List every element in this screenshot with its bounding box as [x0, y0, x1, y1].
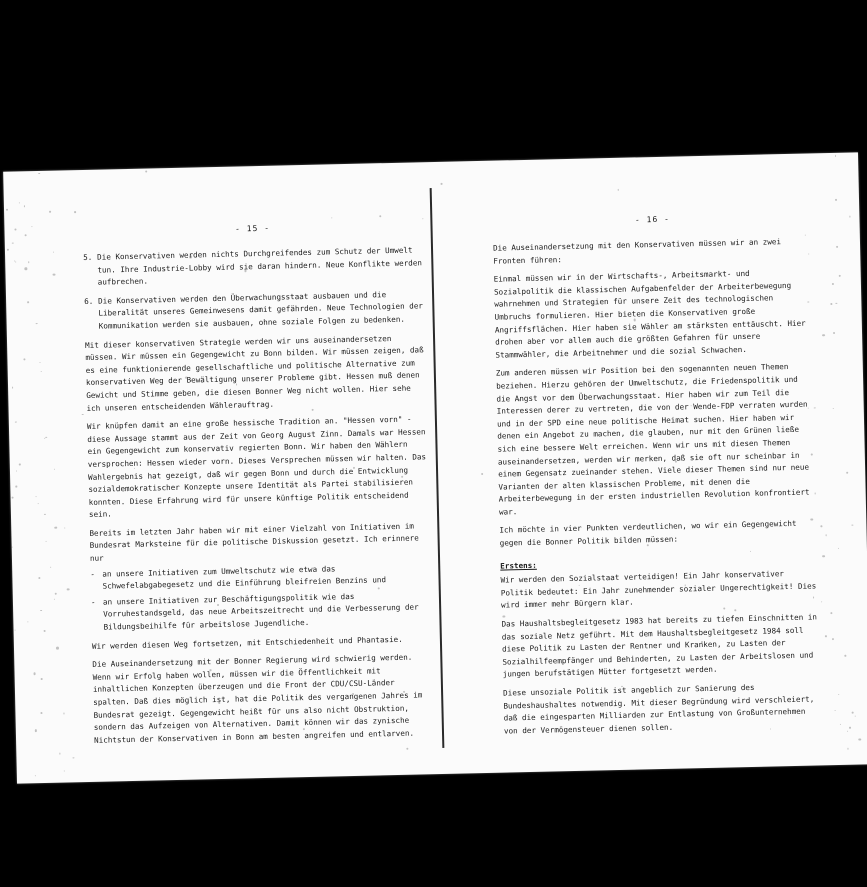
scan-speck — [14, 629, 16, 631]
scan-speck — [134, 468, 135, 469]
scan-speck — [303, 728, 305, 730]
scan-speck — [14, 229, 16, 231]
scan-speck — [633, 319, 635, 321]
scan-speck — [832, 283, 834, 285]
scan-speck — [44, 514, 45, 515]
scan-speck — [833, 332, 835, 334]
scan-speck — [38, 577, 40, 579]
page-body — [83, 244, 434, 753]
scan-speck — [826, 535, 827, 536]
paragraph: Das Haushaltsbegleitgesetz 1983 hat bereits zu tiefen Einschnitten in das soziale Netz geführt. Mit dem Haushaltsbegleitgesetz 1984 soll diese Politik zu Lasten der Rentner und Kranken, zu Lasten der Sozialhilfeempfänger und Behinderten, zu Lasten der Arbeitslosen und jungen berufstätigen Mütter fortgesetzt werden. — [501, 612, 818, 679]
scan-speck — [441, 183, 443, 185]
scan-speck — [18, 202, 20, 204]
scan-speck — [403, 691, 405, 693]
scan-speck — [23, 206, 24, 207]
scan-speck — [63, 713, 64, 714]
scan-speck — [846, 472, 848, 474]
scan-speck — [25, 235, 27, 237]
scan-speck — [811, 518, 813, 520]
page-number: - 16 - — [634, 214, 670, 225]
scan-speck — [621, 685, 623, 687]
scan-speck — [839, 275, 841, 277]
scan-speck — [836, 303, 837, 304]
scan-speck — [830, 612, 832, 614]
scan-speck — [185, 377, 187, 379]
scan-speck — [19, 464, 20, 465]
scan-speck — [858, 738, 860, 740]
scan-speck — [847, 731, 849, 733]
scanned-document-spread — [3, 152, 867, 783]
scan-speck — [822, 555, 824, 557]
scan-speck — [75, 211, 76, 212]
scan-speck — [189, 256, 192, 259]
scan-speck — [55, 593, 57, 595]
scan-speck — [244, 269, 247, 272]
scan-speck — [49, 211, 51, 213]
scan-speck — [617, 189, 619, 191]
scan-speck — [808, 253, 809, 254]
item-marker: 5. — [83, 252, 93, 262]
scan-speck — [54, 468, 55, 469]
scan-speck — [41, 678, 43, 680]
scan-speck — [55, 527, 57, 529]
scan-speck — [28, 621, 29, 622]
scan-speck — [44, 630, 46, 632]
scan-speck — [849, 216, 851, 218]
scan-speck — [675, 460, 677, 462]
scan-speck — [820, 525, 822, 527]
scan-speck — [210, 670, 211, 671]
scan-speck — [837, 548, 839, 550]
scan-speck — [35, 496, 36, 497]
scan-speck — [723, 608, 725, 610]
scan-speck — [701, 641, 703, 643]
scan-speck — [217, 604, 219, 606]
scan-speck — [855, 716, 856, 717]
scan-speck — [64, 527, 66, 529]
dash-marker: - — [90, 569, 95, 579]
scan-speck — [835, 199, 837, 201]
scan-speck — [12, 546, 13, 547]
scan-speck — [832, 638, 834, 640]
scan-speck — [481, 473, 483, 475]
scan-speck — [6, 208, 8, 210]
scan-speck — [67, 588, 69, 590]
paragraph: Die Auseinandersetzung mit der Bonner Regierung wird schwierig werden. Wenn wir Erfolg haben wollen, müssen wir die Öffentlichkeit mit inhaltlichen Konzepten überzeugen und die Front der CDU/CSU-Länder spalten. Daß dies möglich ist, hat die Politik des vergangenen Jahres im Bundesrat gezeigt. Gegengewicht heißt für uns also nicht Obstruktion, sondern das Aufzeigen von Alternativen. Damit können wir das zynische Nichtstun der Konservativen in Bonn am besten angreifen und entlarven. — [92, 652, 423, 745]
scan-speck — [844, 655, 846, 657]
scan-speck — [37, 504, 38, 505]
scan-speck — [831, 303, 833, 305]
scan-speck — [24, 359, 26, 361]
paragraph: Wir werden diesen Weg fortsetzen, mit Entschiedenheit und Phantasie. — [91, 634, 403, 651]
scan-speck — [64, 770, 65, 771]
scan-speck — [16, 471, 17, 472]
paragraph: Wir werden den Sozialstaat verteidigen! Ein Jahr konservativer Politik bedeutet: Ein Jahr zunehmender sozialer Ungerechtigkeit! Dies wird immer mehr Bürgern klar. — [500, 569, 817, 611]
scan-speck — [825, 635, 827, 637]
scan-speck — [12, 387, 13, 388]
scan-speck — [50, 567, 51, 568]
scan-speck — [833, 408, 834, 409]
paragraph: Diese unsoziale Politik ist angeblich zur Sanierung des Bundeshaushaltes notwendig. Mit dieser Begründung wird verschleiert, daß die eingesparten Milliarden zur Entlastung von Großunternehmen von der Vermögensteuer dienen sollen. — [503, 682, 815, 736]
scan-speck — [835, 156, 836, 157]
scan-speck — [39, 361, 40, 362]
scan-speck — [836, 246, 838, 248]
scan-speck — [15, 261, 16, 262]
page-16 — [491, 153, 825, 772]
scan-speck — [838, 693, 839, 694]
numbered-item — [83, 244, 424, 289]
paragraph: Einmal müssen wir in der Wirtschafts-, Arbeitsmarkt- und Sozialpolitik die klassischen Aufgabenfelder der Arbeiterbewegung wahrnehmen und Strategien für unsere Zeit des technologischen Umbruchs formulieren. Hier bieten die Konservativen große Angriffsflächen. Hier haben sie Wähler am stärksten enttäuscht. Hier drohen aber vor allem auch die größten Gefahren für unsere Stammwähler, die Arbeitnehmer und die sozial Schwachen. — [493, 269, 806, 360]
paragraph: Ich möchte in vier Punkten verdeutlichen, wo wir ein Gegengewicht gegen die Bonner Politik bilden müssen: — [499, 519, 797, 548]
scan-speck — [40, 712, 42, 714]
scan-speck — [847, 748, 848, 749]
scan-speck — [45, 437, 47, 439]
scan-speck — [73, 757, 74, 758]
scan-speck — [807, 407, 808, 408]
scan-speck — [45, 541, 46, 542]
scan-speck — [684, 585, 685, 586]
scan-speck — [834, 710, 835, 711]
scan-speck — [852, 712, 854, 714]
page-number: - 15 - — [234, 223, 271, 234]
scan-speck — [25, 268, 27, 270]
scan-speck — [503, 615, 505, 617]
dash-marker: - — [90, 597, 96, 607]
page-15 — [81, 162, 435, 782]
scan-speck — [59, 752, 61, 754]
scan-speck — [822, 334, 824, 336]
item-text: Die Konservativen werden nichts Durchgreifendes zum Schutz der Umwelt tun. Ihre Industrie-Lobby wird sie daran hindern. Neue Konflikte werden aufbrechen. — [97, 245, 423, 287]
scan-speck — [12, 243, 13, 244]
scan-speck — [82, 414, 83, 415]
scan-speck — [35, 775, 36, 776]
scan-speck — [33, 673, 36, 676]
scan-speck — [12, 497, 14, 499]
scan-speck — [53, 274, 55, 276]
dash-text: an unsere Initiativen zum Umweltschutz wie etwa das Schwefelabgabegesetz und die Einführung bleifreien Benzins und — [102, 563, 387, 591]
scan-speck — [16, 486, 17, 487]
scan-speck — [331, 217, 332, 218]
scan-speck — [218, 702, 220, 704]
scan-speck — [811, 454, 813, 456]
scan-speck — [28, 301, 30, 303]
paragraph: Bereits im letzten Jahr haben wir mit einer Vielzahl von Initiativen im Bundesrat Marksteine für die politische Diskussion gesetzt. Ich erinnere nur — [89, 521, 419, 563]
scan-speck — [44, 438, 45, 439]
scan-speck — [821, 601, 822, 602]
scan-speck — [236, 384, 237, 385]
dash-item — [90, 561, 430, 594]
paragraph: Wir knüpfen damit an eine große hessische Tradition an. "Hessen vorn" - diese Aussage stammt aus der Zeit von Georg August Zinn. Damals war Hessen ein Gegengewicht zum konservativ regierten Bonn. Wir haben den Wählern versprochen: Hessen wieder vorn. Dieses Versprechen müssen wir halten. Das Wahlergebnis hat gezeigt, daß wir gegen Bonn und durch die Entwicklung sozialdemokratischer Konzepte unsere Identität als Partei stabilisieren konnten. Diese Erfahrung wird für unsere künftige Politik entscheidend sein. — [86, 414, 427, 520]
scan-speck — [377, 587, 379, 589]
dash-item — [91, 589, 432, 634]
dash-text: an unsere Initiativen zur Beschäftigungspolitik wie das Vorruhestandsgeld, das neue Arbeitszeitrecht und die Verbesserung der Bildungsbeihilfe für arbeitslose Jugendliche. — [102, 591, 419, 632]
scan-speck — [7, 249, 9, 251]
scan-speck — [56, 647, 58, 649]
scan-speck — [851, 524, 853, 526]
scan-speck — [39, 173, 40, 174]
scan-speck — [307, 377, 308, 378]
paragraph: Zum anderen müssen wir Position bei den sogenannten neuen Themen beziehen. Hierzu gehören der Umweltschutz, die Friedenspolitik und die Angst vor dem Überwachungsstaat. Hier haben wir zum Teil die Interessen derer zu vertreten, die von der Wende-FDP verraten wurden und in der SPD eine neue politische Heimat suchen. Hier haben wir denen ein Angebot zu machen, die glauben, nur mit den Grünen ließe sich eine bessere Welt erreichen. Wenn wir uns mit diesen Themen auseinandersetzen, werden wir merken, daß sie oft nur scheinbar in einem Gegensatz zueinander stehen. Viele dieser Themen sind nur neue Varianten der alten klassischen Probleme, mit denen die Arbeiterbewegung in der ersten industriellen Revolution konfrontiert war. — [495, 362, 810, 517]
scan-speck — [15, 421, 16, 422]
page-body — [493, 235, 824, 744]
scan-speck — [28, 261, 30, 263]
item-text: Die Konservativen werden den Überwachungsstaat ausbauen und die Liberalität unseres Gemeinwesens damit gefährden. Neue Technologien der Kommunikation werden sie ausbauen, ohne soziale Folgen zu bedenken. — [98, 289, 424, 331]
scan-speck — [54, 599, 55, 600]
scan-speck — [840, 723, 841, 724]
section-heading: Erstens: — [500, 560, 537, 571]
scan-speck — [35, 729, 37, 731]
scan-speck — [53, 252, 54, 253]
scan-speck — [40, 610, 42, 612]
scan-speck — [849, 727, 850, 728]
item-marker: 6. — [84, 296, 94, 306]
scan-speck — [109, 357, 111, 359]
scan-speck — [36, 323, 38, 325]
paragraph: Mit dieser konservativen Strategie werden wir uns auseinandersetzen müssen. Wir müssen ein Gegengewicht zu Bonn bilden. Wir müssen zeigen, daß es eine funktionierende gesellschaftliche und politische Alternative zum konservativen Weg der Bewältigung unserer Probleme gibt. Hessen muß denen Gewicht und Stimme geben, die diesen Bonner Weg nicht wollen. Hier sehe ich unseren entscheidenden Wählerauftrag. — [85, 333, 424, 413]
scan-speck — [31, 226, 32, 227]
numbered-item — [84, 288, 425, 333]
scan-speck — [41, 371, 42, 372]
paragraph: Die Auseinandersetzung mit den Konservativen müssen wir an zwei Fronten führen: — [492, 237, 782, 266]
